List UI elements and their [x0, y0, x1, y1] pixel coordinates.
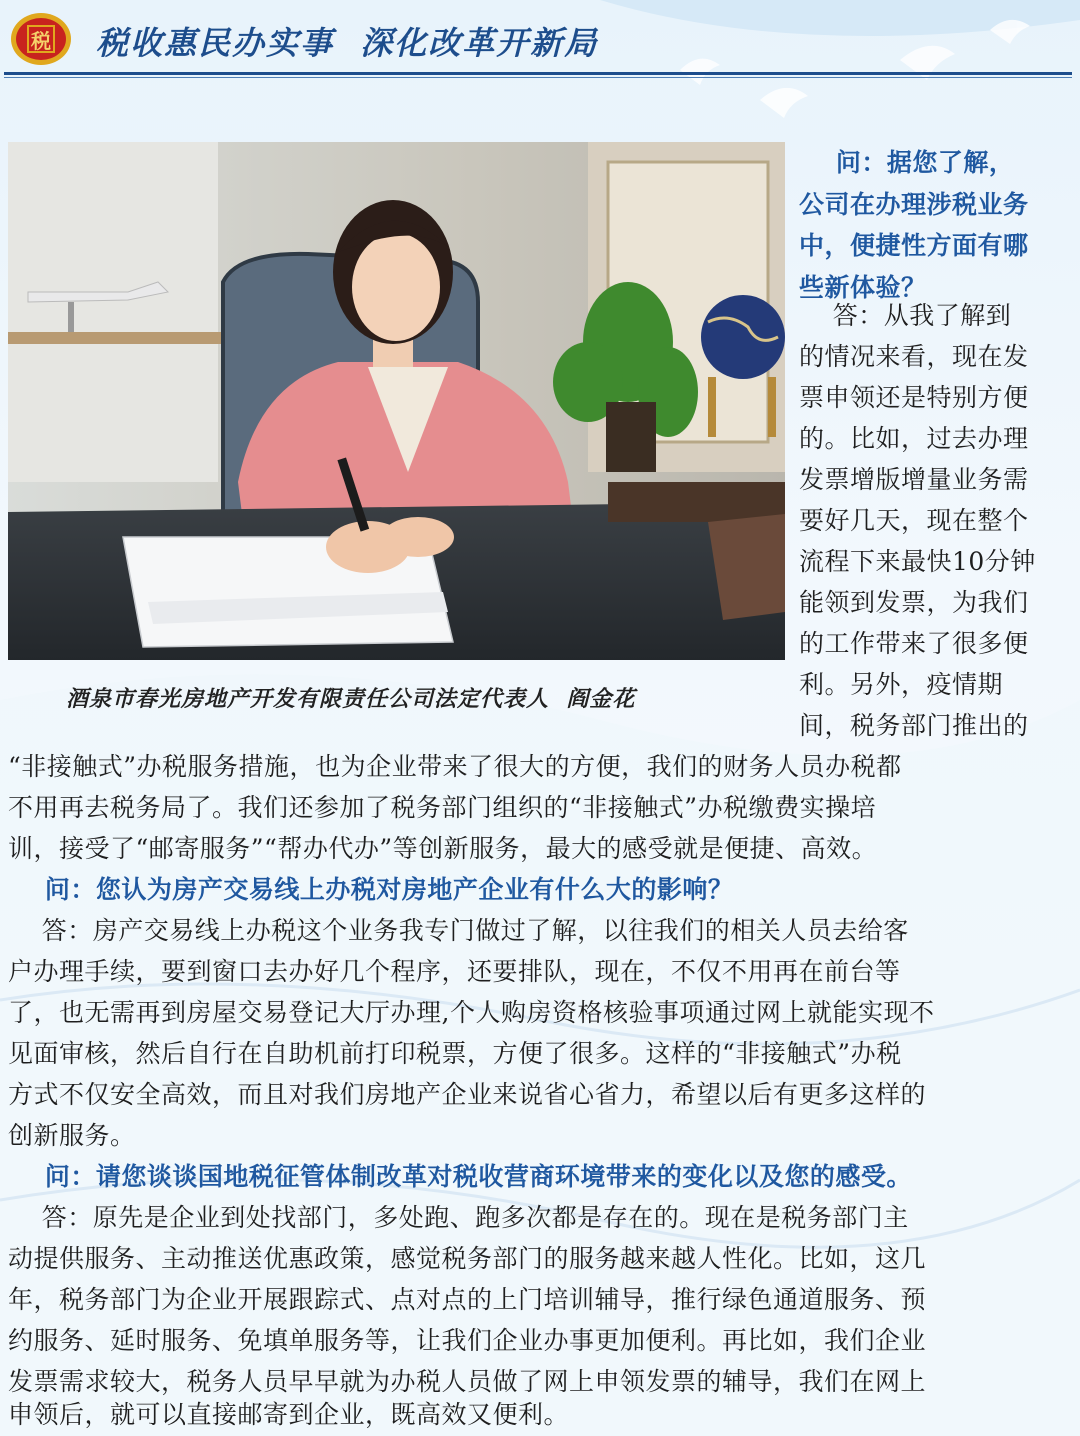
- a3-line-2: 动提供服务、主动推送优惠政策，感觉税务部门的服务越来越人性化。比如，这几: [8, 1244, 927, 1273]
- q1-line-1: 问：据您了解，: [799, 148, 1015, 177]
- emblem-glyph: 税: [31, 29, 51, 53]
- header-divider: [4, 72, 1072, 75]
- q3-text: 问：请您谈谈国地税征管体制改革对税收营商环境带来的变化以及您的感受。: [8, 1162, 912, 1191]
- a1-right-line-8: 能领到发票，为我们: [799, 588, 1029, 617]
- a1-right-line-7: 流程下来最快10分钟: [799, 547, 1036, 576]
- page-title: 税收惠民办实事 深化改革开新局: [96, 24, 599, 62]
- a1-right-line-4: 的。比如，过去办理: [799, 424, 1029, 453]
- a1-full-line-1: “非接触式”办税服务措施，也为企业带来了很大的方便，我们的财务人员办税都: [8, 752, 902, 781]
- tax-emblem-icon: [8, 10, 74, 68]
- photo-caption: 酒泉市春光房地产开发有限责任公司法定代表人 阎金花: [66, 686, 636, 712]
- header-divider-thin: [4, 77, 1072, 78]
- q1-line-4: 些新体验？: [799, 272, 927, 302]
- a2-line-1: 答：房产交易线上办税这个业务我专门做过了解，以往我们的相关人员去给客: [8, 916, 909, 945]
- a1-right-line-1: 答：从我了解到: [799, 301, 1012, 330]
- a2-line-2: 户办理手续，要到窗口去办好几个程序，还要排队，现在，不仅不用再在前台等: [8, 957, 901, 986]
- a3-line-4: 约服务、延时服务、免填单服务等，让我们企业办事更加便利。再比如，我们企业: [8, 1326, 927, 1355]
- a2-line-5: 方式不仅安全高效，而且对我们房地产企业来说省心省力，希望以后有更多这样的: [8, 1080, 927, 1109]
- interview-photo: [8, 142, 785, 660]
- q1-line-3: 中，便捷性方面有哪: [799, 231, 1029, 260]
- a1-right-line-3: 票申领还是特别方便: [799, 383, 1029, 412]
- q2-text: 问：您认为房产交易线上办税对房地产企业有什么大的影响？: [8, 875, 734, 904]
- a1-right-line-11: 间，税务部门推出的: [799, 711, 1029, 740]
- a1-right-line-5: 发票增版增量业务需: [799, 465, 1029, 494]
- a3-line-1: 答：原先是企业到处找部门，多处跑、跑多次都是存在的。现在是税务部门主: [8, 1203, 909, 1232]
- a3-line-3: 年，税务部门为企业开展跟踪式、点对点的上门培训辅导，推行绿色通道服务、预: [8, 1285, 927, 1314]
- a2-line-6: 创新服务。: [8, 1121, 136, 1150]
- q1-line-2: 公司在办理涉税业务: [799, 189, 1029, 219]
- a1-right-line-9: 的工作带来了很多便: [799, 629, 1029, 658]
- a2-line-4: 见面审核，然后自行在自助机前打印税票，方便了很多。这样的“非接触式”办税: [8, 1039, 902, 1068]
- a3-line-6: 申领后，就可以直接邮寄到企业，既高效又便利。: [8, 1400, 570, 1429]
- a1-full-line-2: 不用再去税务局了。我们还参加了税务部门组织的“非接触式”办税缴费实操培: [8, 793, 877, 822]
- a2-line-3: 了，也无需再到房屋交易登记大厅办理,个人购房资格核验事项通过网上就能实现不: [8, 998, 935, 1027]
- page-header: [0, 0, 1080, 76]
- a1-right-line-6: 要好几天，现在整个: [799, 506, 1029, 535]
- a1-full-line-3: 训，接受了“邮寄服务”“帮办代办”等创新服务，最大的感受就是便捷、高效。: [8, 834, 878, 863]
- a1-right-line-2: 的情况来看，现在发: [799, 342, 1029, 371]
- a3-line-5: 发票需求较大，税务人员早早就为办税人员做了网上申领发票的辅导，我们在网上: [8, 1367, 927, 1396]
- a1-right-line-10: 利。另外，疫情期: [799, 670, 1004, 699]
